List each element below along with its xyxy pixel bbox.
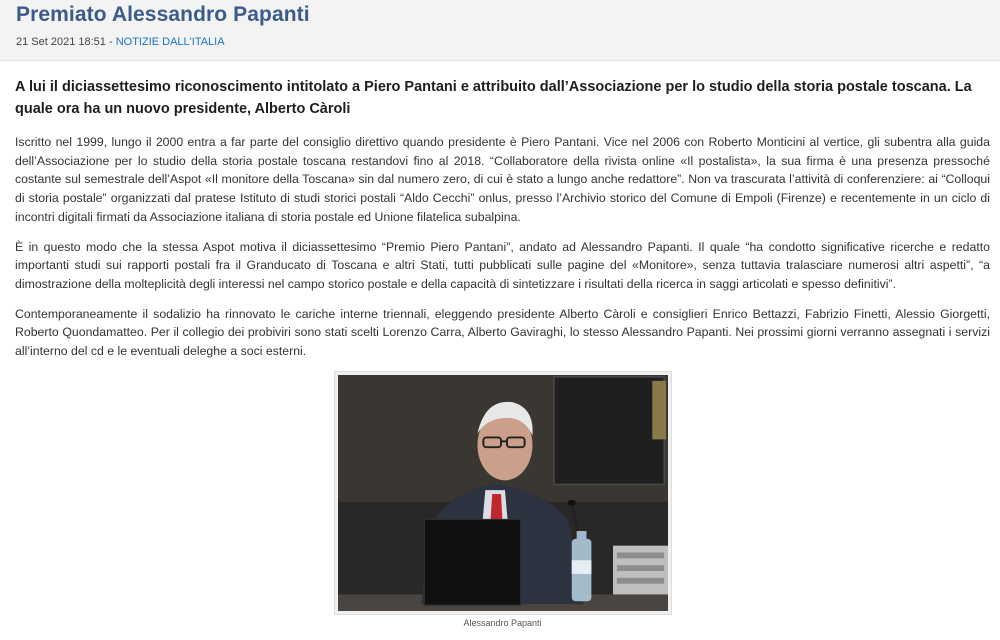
article-lead: A lui il diciassettesimo riconoscimento intitolato a Piero Pantani e attribuito dall’Associazione per lo studio della storia postale toscana. La quale ora ha un nuovo presidente, Alberto Càroli: [15, 79, 972, 117]
article-photo[interactable]: [335, 372, 671, 614]
article-paragraph-1: Iscritto nel 1999, lungo il 2000 entra a far parte del consiglio direttivo quando presidente è Piero Pantani. Vice nel 2006 con Roberto Monticini al vertice, gli subentra alla guida dell’Associazione per lo studio della storia postale toscana restandovi fino al 2018. “Collaboratore della rivista online «Il postalista», la sua firma è una presenza pressoché costante sul semestrale dell’Aspot «Il monitore della Toscana» sin dal numero zero, di cui è stato a lungo anche redattore”. Non va trascurata l’attività di conferenziere: ai “Colloqui di storia postale” organizzati dal pratese Istituto di studi storici postali “Aldo Cecchi” onlus, presso l’Archivio storico del Comune di Empoli (Firenze) e recentemente in un ciclo di incontri digitali firmati da Associazione italiana di storia postale ed Unione filatelica subalpina.: [15, 135, 990, 224]
photo-caption: Alessandro Papanti: [463, 617, 542, 628]
article-figure: [15, 372, 990, 628]
article-body: [0, 61, 1000, 628]
article-header: [0, 0, 1000, 61]
meta-separator: -: [105, 36, 116, 48]
article-paragraph-3: Contemporaneamente il sodalizio ha rinnovato le cariche interne triennali, eleggendo presidente Alberto Càroli e consiglieri Enrico Bettazzi, Fabrizio Finetti, Alessio Giorgetti, Roberto Quondamatteo. Per il collegio dei probiviri sono stati scelti Lorenzo Carra, Alberto Gaviraghi, lo stesso Alessandro Papanti. Nei prossimi giorni verranno assegnati i servizi all’interno del cd e le eventuali deleghe a soci esterni.: [15, 306, 990, 359]
article-date: 21 Set 2021 18:51: [16, 36, 106, 48]
category-link[interactable]: NOTIZIE DALL'ITALIA: [115, 36, 225, 48]
article-paragraph-2: È in questo modo che la stessa Aspot motiva il diciassettesimo “Premio Piero Pantani”, andato ad Alessandro Papanti. Il quale “ha condotto significative ricerche e redatto importanti studi sui rapporti postali fra il Granducato di Toscana e altri Stati, tutti pubblicati sulle pagine del «Monitore», senza tuttavia tralasciare numerosi altri aspetti”, “a dimostrazione della molteplicità degli interessi nel campo storico postale e della capacità di sintetizzare i risultati della ricerca in saggi articolati e spesso definitivi”.: [15, 239, 990, 291]
article-title: Premiato Alessandro Papanti: [16, 3, 310, 26]
article-meta: [16, 36, 225, 48]
